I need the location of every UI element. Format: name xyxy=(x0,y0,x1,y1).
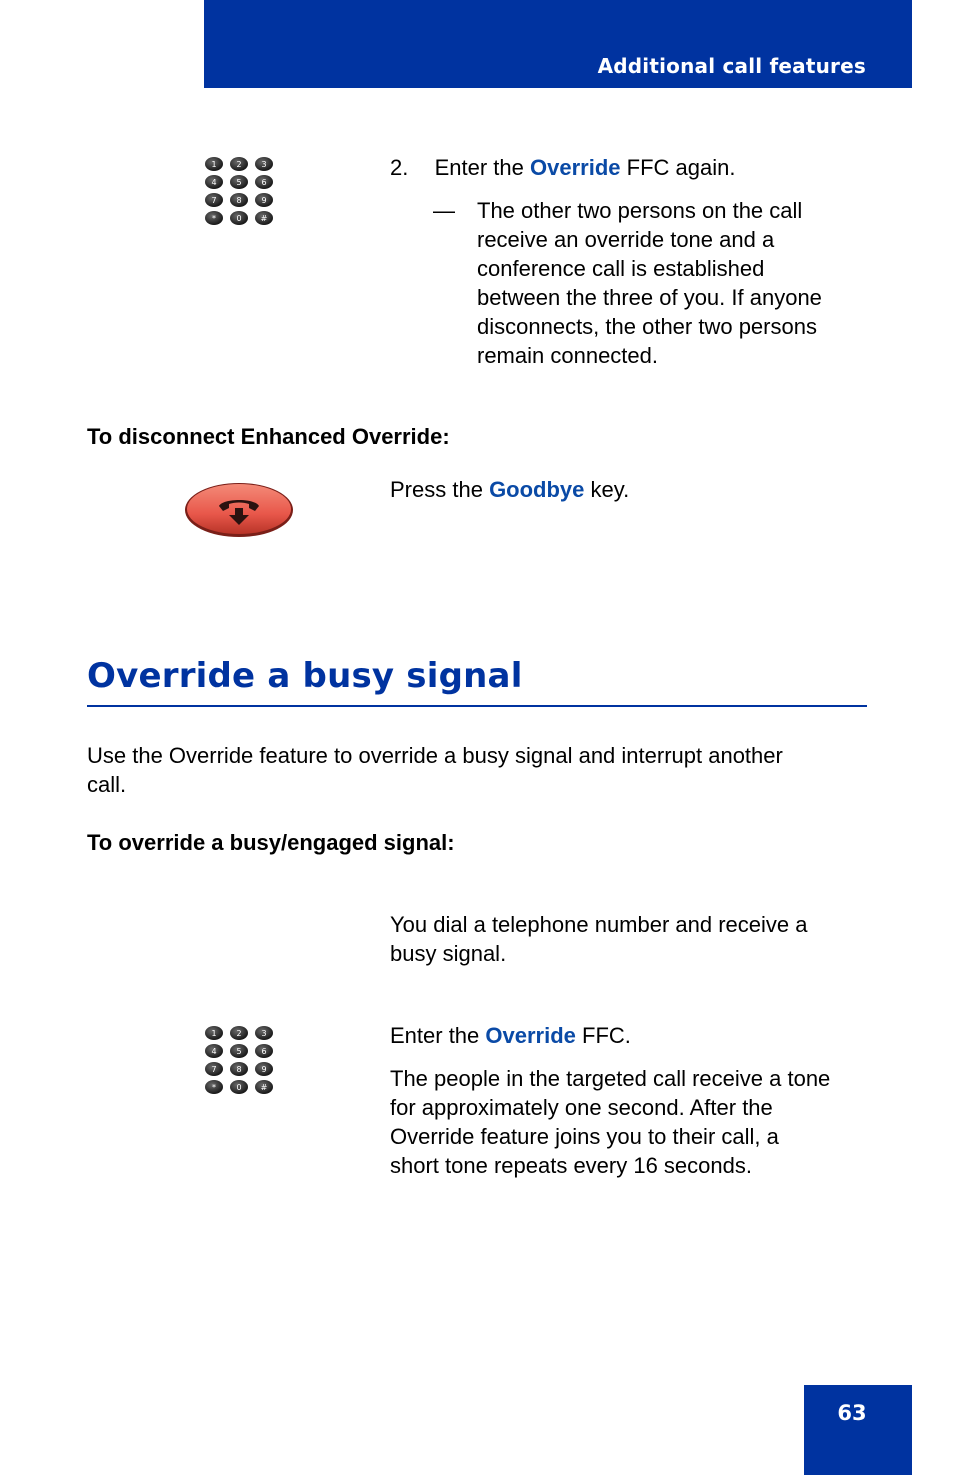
override-key-label: Override xyxy=(530,155,621,180)
result-line: The people in the targeted call receive a tone xyxy=(390,1066,831,1091)
page-number: 63 xyxy=(837,1401,867,1425)
note-line: remain connected. xyxy=(477,343,658,368)
keypad-key-label: 9 xyxy=(261,1065,267,1074)
enter-suffix: FFC. xyxy=(582,1023,631,1048)
keypad-key-label: 4 xyxy=(211,178,217,187)
note-line: disconnects, the other two persons xyxy=(477,314,817,339)
keypad-key-label: * xyxy=(212,1083,216,1092)
keypad-key xyxy=(205,193,223,207)
keypad-key-label: 4 xyxy=(211,1047,217,1056)
keypad-key xyxy=(255,1080,273,1094)
keypad-key-label: # xyxy=(260,214,268,223)
step-suffix: FFC again. xyxy=(626,155,736,180)
result-line: for approximately one second. After the xyxy=(390,1095,773,1120)
keypad-key xyxy=(205,1062,223,1076)
keypad-key xyxy=(255,175,273,189)
header-band xyxy=(204,0,912,88)
dial-line: You dial a telephone number and receive a xyxy=(390,912,808,937)
step-number: 2. xyxy=(390,155,409,180)
note-line: The other two persons on the call xyxy=(477,198,803,223)
enter-prefix: Enter the xyxy=(390,1023,480,1048)
keypad-key xyxy=(255,211,273,225)
keypad-key xyxy=(230,211,248,225)
result-line: Override feature joins you to their call, a xyxy=(390,1124,779,1149)
step-prefix: Enter the xyxy=(434,155,524,180)
keypad-key-label: 2 xyxy=(236,160,242,169)
enter-override-line xyxy=(390,1021,631,1050)
keypad-key-label: 5 xyxy=(236,178,242,187)
override-key-label: Override xyxy=(485,1023,576,1048)
keypad-key xyxy=(205,157,223,171)
keypad-key-label: 3 xyxy=(261,160,267,169)
keypad-icon xyxy=(204,156,274,226)
keypad-key xyxy=(255,1026,273,1040)
keypad-key-label: 0 xyxy=(236,1083,242,1092)
keypad-key xyxy=(255,1062,273,1076)
keypad-key xyxy=(205,1026,223,1040)
keypad-key xyxy=(205,1044,223,1058)
keypad-key xyxy=(230,1044,248,1058)
keypad-key-label: 1 xyxy=(211,160,217,169)
keypad-key-label: 8 xyxy=(236,196,242,205)
header-title: Additional call features xyxy=(597,54,866,78)
keypad-key-label: 7 xyxy=(211,196,217,205)
intro-line: call. xyxy=(87,772,127,797)
section-title: Override a busy signal xyxy=(87,656,523,696)
keypad-key xyxy=(230,175,248,189)
goodbye-prefix: Press the xyxy=(390,477,483,502)
keypad-key-label: 0 xyxy=(236,214,242,223)
disconnect-heading: To disconnect Enhanced Override: xyxy=(87,424,450,449)
keypad-key-label: 6 xyxy=(261,178,267,187)
keypad-key xyxy=(205,211,223,225)
keypad-key xyxy=(230,1062,248,1076)
goodbye-instruction xyxy=(390,475,629,504)
goodbye-key-label: Goodbye xyxy=(489,477,585,502)
keypad-icon xyxy=(204,1025,274,1095)
keypad-key xyxy=(255,157,273,171)
keypad-key xyxy=(255,1044,273,1058)
goodbye-suffix: key. xyxy=(590,477,630,502)
keypad-key-label: # xyxy=(260,1083,268,1092)
note-line: between the three of you. If anyone xyxy=(477,285,822,310)
intro-line: Use the Override feature to override a busy signal and interrupt another xyxy=(87,743,783,768)
keypad-key xyxy=(205,175,223,189)
step-2-line xyxy=(390,153,735,182)
keypad-key xyxy=(255,193,273,207)
keypad-key-label: 7 xyxy=(211,1065,217,1074)
keypad-key xyxy=(230,1080,248,1094)
override-subheading: To override a busy/engaged signal: xyxy=(87,830,455,855)
keypad-key-label: 9 xyxy=(261,196,267,205)
result-line: short tone repeats every 16 seconds. xyxy=(390,1153,752,1178)
dial-description xyxy=(390,910,808,968)
goodbye-key-icon xyxy=(183,480,295,540)
keypad-key xyxy=(205,1080,223,1094)
keypad-key-label: 5 xyxy=(236,1047,242,1056)
keypad-key xyxy=(230,1026,248,1040)
page-number-box xyxy=(804,1385,912,1475)
note-dash: — xyxy=(433,198,455,223)
keypad-key-label: 6 xyxy=(261,1047,267,1056)
override-result xyxy=(390,1064,830,1180)
keypad-key-label: 3 xyxy=(261,1029,267,1038)
keypad-key-label: * xyxy=(212,214,216,223)
note-line: conference call is established xyxy=(477,256,765,281)
section-intro xyxy=(87,741,783,799)
keypad-key-label: 2 xyxy=(236,1029,242,1038)
keypad-key-label: 1 xyxy=(211,1029,217,1038)
keypad-key xyxy=(230,193,248,207)
note-line: receive an override tone and a xyxy=(477,227,775,252)
keypad-key xyxy=(230,157,248,171)
title-rule xyxy=(87,705,867,707)
keypad-key-label: 8 xyxy=(236,1065,242,1074)
step-2-note xyxy=(477,196,822,370)
dial-line: busy signal. xyxy=(390,941,507,966)
